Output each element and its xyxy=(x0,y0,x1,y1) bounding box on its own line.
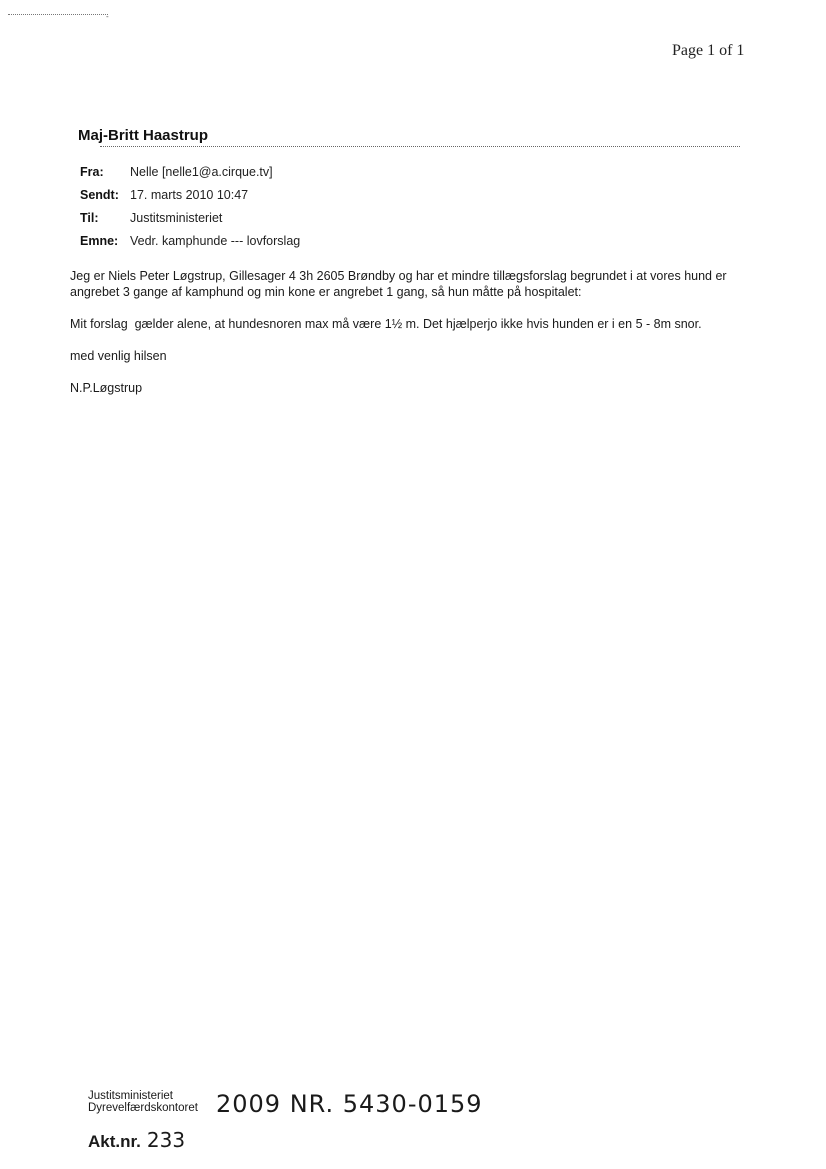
sent-label: Sendt: xyxy=(80,188,119,202)
email-headers xyxy=(80,165,300,257)
stamp-akt xyxy=(88,1128,185,1152)
stamp-akt-label: Akt.nr. xyxy=(88,1132,141,1151)
stamp-case-number: 2009 NR. 5430-0159 xyxy=(216,1090,483,1118)
stamp-office-line-2: Dyrevelfærdskontoret xyxy=(88,1102,198,1114)
page-number: Page 1 of 1 xyxy=(672,42,745,59)
subject-label: Emne: xyxy=(80,234,119,248)
header-to-row xyxy=(80,211,300,234)
body-paragraph-2: Mit forslag gælder alene, at hundesnoren max må være 1½ m. Det hjælperjo ikke hvis hunden er i en 5 - 8m snor. xyxy=(70,317,702,331)
subject-value: Vedr. kamphunde --- lovforslag xyxy=(130,234,301,248)
header-subject-row xyxy=(80,234,300,257)
to-value: Justitsministeriet xyxy=(130,211,223,225)
from-label: Fra: xyxy=(80,165,104,179)
header-from-row xyxy=(80,165,300,188)
scan-mark-dot: - xyxy=(106,12,109,21)
from-value: Nelle [nelle1@a.cirque.tv] xyxy=(130,165,273,179)
header-sent-row xyxy=(80,188,300,211)
stamp-akt-number: 233 xyxy=(146,1128,186,1152)
sender-name: Maj-Britt Haastrup xyxy=(78,127,209,144)
stamp-office-line-1: Justitsministeriet xyxy=(88,1090,173,1102)
stamp-office xyxy=(88,1090,218,1114)
signature-text: N.P.Løgstrup xyxy=(70,381,143,395)
sent-value: 17. marts 2010 10:47 xyxy=(130,188,249,202)
scan-mark-dots xyxy=(8,14,108,15)
to-label: Til: xyxy=(80,211,99,225)
header-divider xyxy=(100,146,740,147)
email-body xyxy=(70,268,760,412)
body-paragraph-1: Jeg er Niels Peter Løgstrup, Gillesager 4 3h 2605 Brøndby og har et mindre tillægsforslag begrundet i at vores hund er angrebet 3 gange af kamphund og min kone er angrebet 1 gang, så hun måtte på hospitalet: xyxy=(70,269,731,299)
closing-text: med venlig hilsen xyxy=(70,349,167,363)
